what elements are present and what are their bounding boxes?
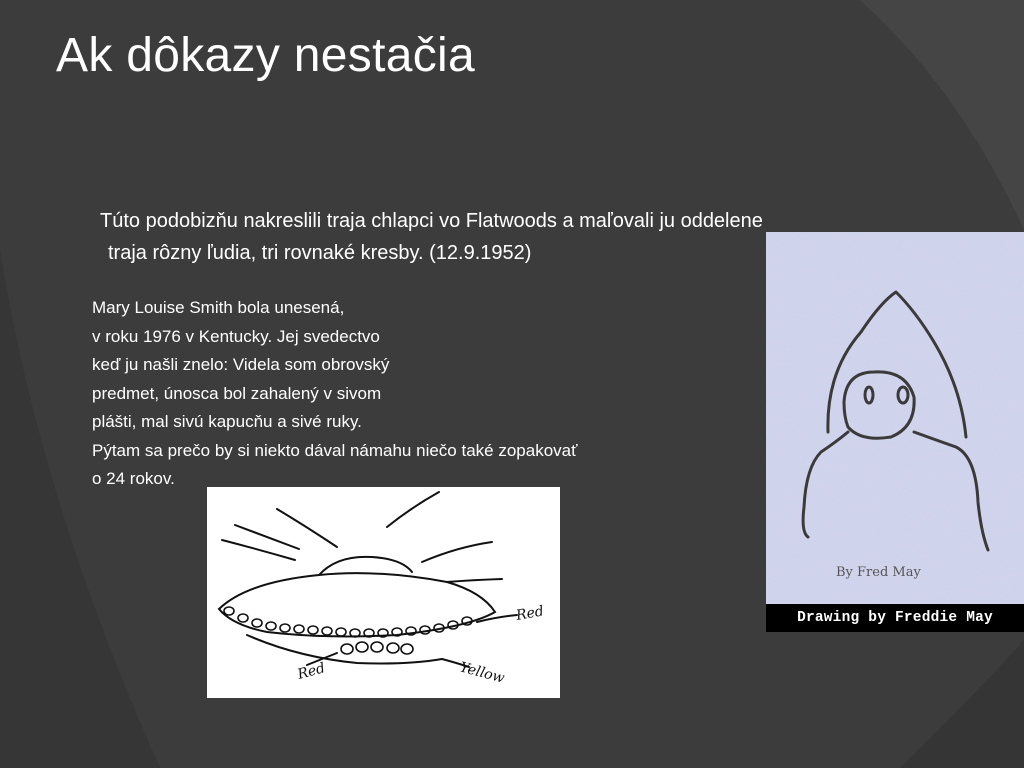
slide-title: Ak dôkazy nestačia: [56, 29, 475, 82]
story-paragraph: [92, 294, 577, 494]
story-line: keď ju našli znelo: Videla som obrovský: [92, 355, 390, 374]
drawing-caption: Drawing by Freddie May: [766, 604, 1024, 632]
ufo-label-red-bottom: Red: [295, 660, 327, 683]
story-line: plášti, mal sivú kapucňu a sivé ruky.: [92, 412, 362, 431]
ufo-label-red-top: Red: [514, 603, 546, 624]
story-line: predmet, únosca bol zahalený v sivom: [92, 383, 382, 403]
ufo-sketch-image: [207, 487, 560, 698]
intro-paragraph: [100, 205, 880, 269]
story-line: Pýtam sa prečo by si niekto dával námahu niečo také zopakovať: [92, 440, 578, 460]
story-line: v roku 1976 v Kentucky. Jej svedectvo: [92, 326, 380, 346]
freddie-signature: By Fred May: [836, 565, 921, 580]
story-line: o 24 rokov.: [92, 469, 175, 488]
ufo-label-yellow: Yellow: [457, 659, 507, 687]
story-line: Mary Louise Smith bola unesená,: [92, 298, 345, 317]
flatwoods-monster-drawing: [766, 232, 1024, 632]
intro-line-2: traja rôzny ľudia, tri rovnaké kresby. (12.9.1952): [108, 242, 532, 264]
intro-line-1: Túto podobizňu nakreslili traja chlapci vo Flatwoods a maľovali ju oddelene: [100, 210, 763, 232]
